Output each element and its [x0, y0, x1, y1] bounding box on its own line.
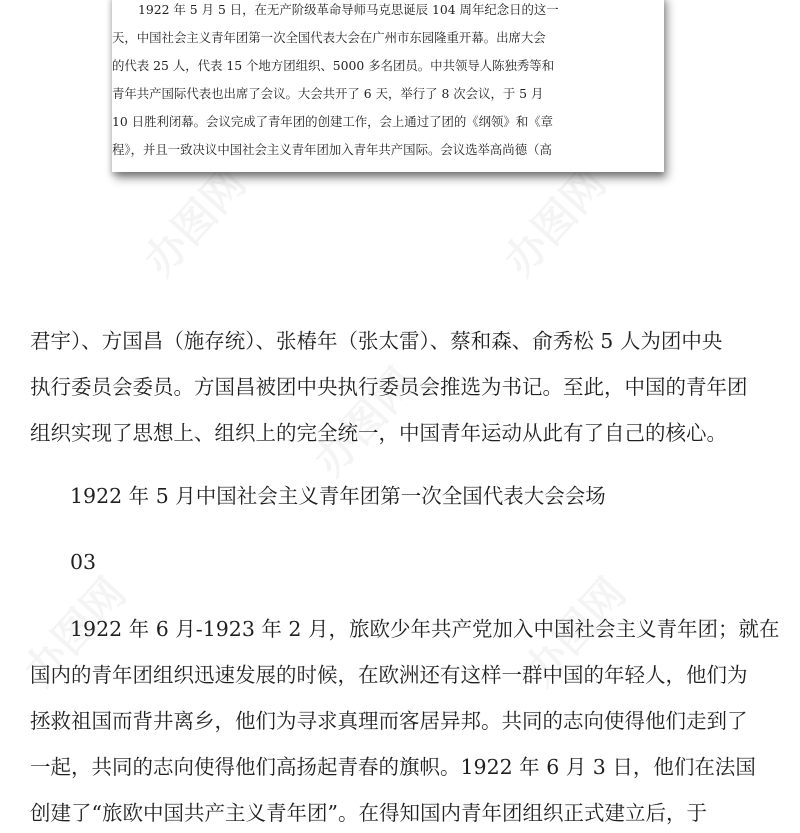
body-text-line: 一起，共同的志向使得他们高扬起青春的旗帜。1922 年 6 月 3 日，他们在法国: [30, 755, 756, 779]
body-text-line: 国内的青年团组织迅速发展的时候，在欧洲还有这样一群中国的年轻人，他们为: [30, 663, 748, 687]
body-text-line: 拯救祖国而背井离乡，他们为寻求真理而客居异邦。共同的志向使得他们走到了: [30, 709, 748, 733]
body-text-line: 1922 年 6 月-1923 年 2 月，旅欧少年共产党加入中国社会主义青年团；就在: [70, 617, 780, 641]
excerpt-card: [112, 0, 664, 172]
body-text-line: 君宇）、方国昌（施存统）、张椿年（张太雷）、蔡和森、俞秀松 5 人为团中央: [30, 329, 723, 353]
watermark: [129, 153, 258, 287]
card-text-line: 1922 年 5 月 5 日，在无产阶级革命导师马克思诞辰 104 周年纪念日的这一: [138, 2, 559, 17]
card-text-line: 程》，并且一致决议中国社会主义青年团加入青年共产国际。会议选举高尚德（高: [112, 142, 552, 157]
card-text-line: 青年共产国际代表也出席了会议。大会共开了 6 天，举行了 8 次会议，于 5 月: [112, 86, 544, 101]
image-caption: 1922 年 5 月中国社会主义青年团第一次全国代表大会会场: [70, 484, 606, 508]
body-text-line: 组织实现了思想上、组织上的完全统一，中国青年运动从此有了自己的核心。: [30, 421, 727, 445]
body-text-line: 创建了“旅欧中国共产主义青年团”。在得知国内青年团组织正式建立后，于: [30, 801, 707, 825]
card-text-line: 天，中国社会主义青年团第一次全国代表大会在广州市东园隆重开幕。出席大会: [112, 30, 546, 45]
card-text-line: 10 日胜利闭幕。会议完成了青年团的创建工作，会上通过了团的《纲领》和《章: [112, 114, 553, 129]
card-text-line: 的代表 25 人，代表 15 个地方团组织、5000 多名团员。中共领导人陈独秀等和: [112, 58, 555, 73]
watermark: [489, 153, 618, 287]
body-text-line: 执行委员会委员。方国昌被团中央执行委员会推选为书记。至此，中国的青年团: [30, 375, 748, 399]
section-number: 03: [70, 550, 97, 574]
